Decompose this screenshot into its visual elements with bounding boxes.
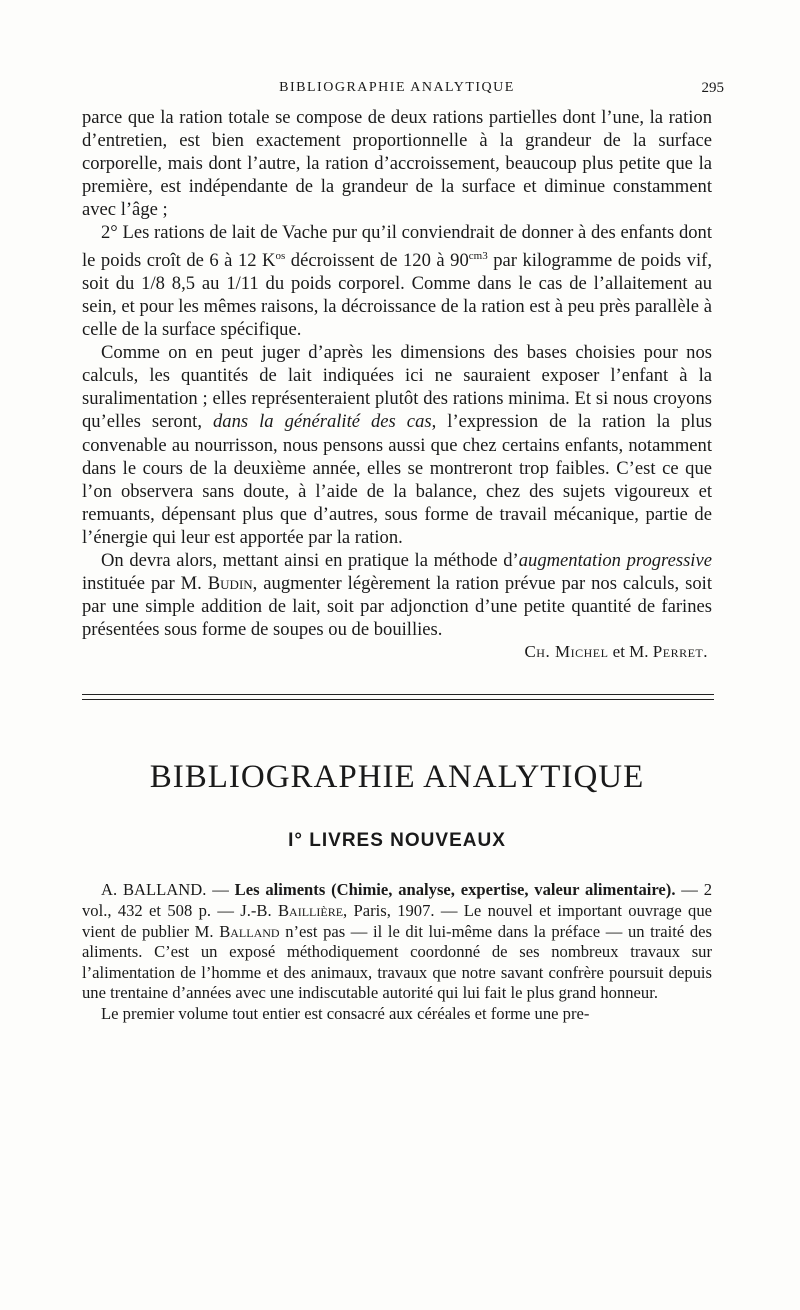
superscript-kilos: os: [275, 249, 286, 262]
running-head: [82, 80, 724, 106]
entry-author-ref: Balland: [219, 921, 280, 941]
entry-paragraph-1: A. BALLAND. — Les aliments (Chimie, analyse, expertise, valeur alimentaire). — 2 vol., 432 et 508 p. — J.-B. Baillière, Paris, 1907. — Le nouvel et important ouvrage que vient de publier M. Balland n’est pas — il le dit lui-même dans la préface — un traité des aliments. C’est un exposé méthodiquement coordonné de ses nombreux travaux sur l’alimentation de l’homme et des animaux, travaux que notre savant confrère poursuit depuis une trentaine d’années avec une indiscutable autorité qui lui fait le plus grand honneur.: [82, 880, 713, 1003]
section-title: BIBLIOGRAPHIE ANALYTIQUE: [149, 759, 645, 796]
divider-rule-top: [82, 694, 714, 695]
divider-rule-bottom: [82, 699, 714, 700]
entry-book-title: Les aliments (Chimie, analyse, expertise, valeur alimentaire).: [234, 880, 676, 900]
running-head-title: BIBLIOGRAPHIE ANALYTIQUE: [279, 80, 515, 95]
entry-author: A. BALLAND. —: [101, 880, 235, 900]
entry-paragraph-2: Le premier volume tout entier est consacré aux céréales et forme une pre-: [101, 1003, 590, 1023]
paragraph-3: Comme on en peut juger d’après les dimensions des bases choisies pour nos calculs, les quantités de lait indiquées ici ne sauraient exposer l’enfant à la suralimentation ; elles représenteraient plutôt des rations minima. Et si nous croyons qu’elles seront, dans la généralité des cas, l’expression de la ration la plus convenable au nourrisson, nous pensons aussi que chez certains enfants, notamment dans le cours de la deuxième année, elles se montreront trop faibles. C’est ce que l’on observera sans doute, à l’aide de la balance, chez des sujets vigoureux et remuants, dépensant plus que d’autres, sous forme de travail mécanique, partie de l’énergie qui leur est apportée par la ration.: [82, 342, 712, 548]
name-budin: Budin: [207, 573, 253, 595]
page: [82, 80, 724, 1025]
superscript-cm3: cm3: [468, 249, 488, 262]
italic-phrase: dans la généralité des cas: [212, 411, 432, 433]
page-number: 295: [701, 80, 724, 96]
article-body: [82, 106, 712, 662]
section-subtitle: I° LIVRES NOUVEAUX: [288, 830, 506, 852]
section-divider: [82, 694, 712, 700]
paragraph-1: parce que la ration totale se compose de deux rations partielles dont l’une, la ration d’entretien, est bien exactement proportionnelle à la grandeur de la surface corporelle, mais dont l’autre, la ration d’accroissement, beaucoup plus petite que la première, est indépendante de la grandeur de la surface et diminue constamment avec l’âge ;: [82, 107, 712, 221]
bibliography-entry: [82, 880, 712, 1024]
italic-method: augmentation progressive: [518, 549, 712, 571]
paragraph-4: On devra alors, mettant ainsi en pratique la méthode d’augmentation progressive instituée par M. Budin, augmenter légèrement la ration prévue par nos calculs, soit par une simple addition de lait, soit par adjonction d’une petite quantité de farines présentées sous forme de soupes ou de bouillies.: [82, 549, 712, 641]
paragraph-2: 2° Les rations de lait de Vache pur qu’il conviendrait de donner à des enfants dont le poids croît de 6 à 12 $K^{os}$ décroissent de 120 à $90^{cm3}$ par kilogramme de poids vif, soit du 1/8 8,5 au 1/11 du poids corporel. Comme dans le cas de l’allaitement au sein, et pour les mêmes raisons, la décroissance de la ration est à peu près parallèle à celle de la surface spécifique.: [82, 222, 712, 341]
signature: Ch. Michel et M. Perret.: [524, 642, 708, 662]
entry-publisher: Baillière: [277, 900, 344, 920]
